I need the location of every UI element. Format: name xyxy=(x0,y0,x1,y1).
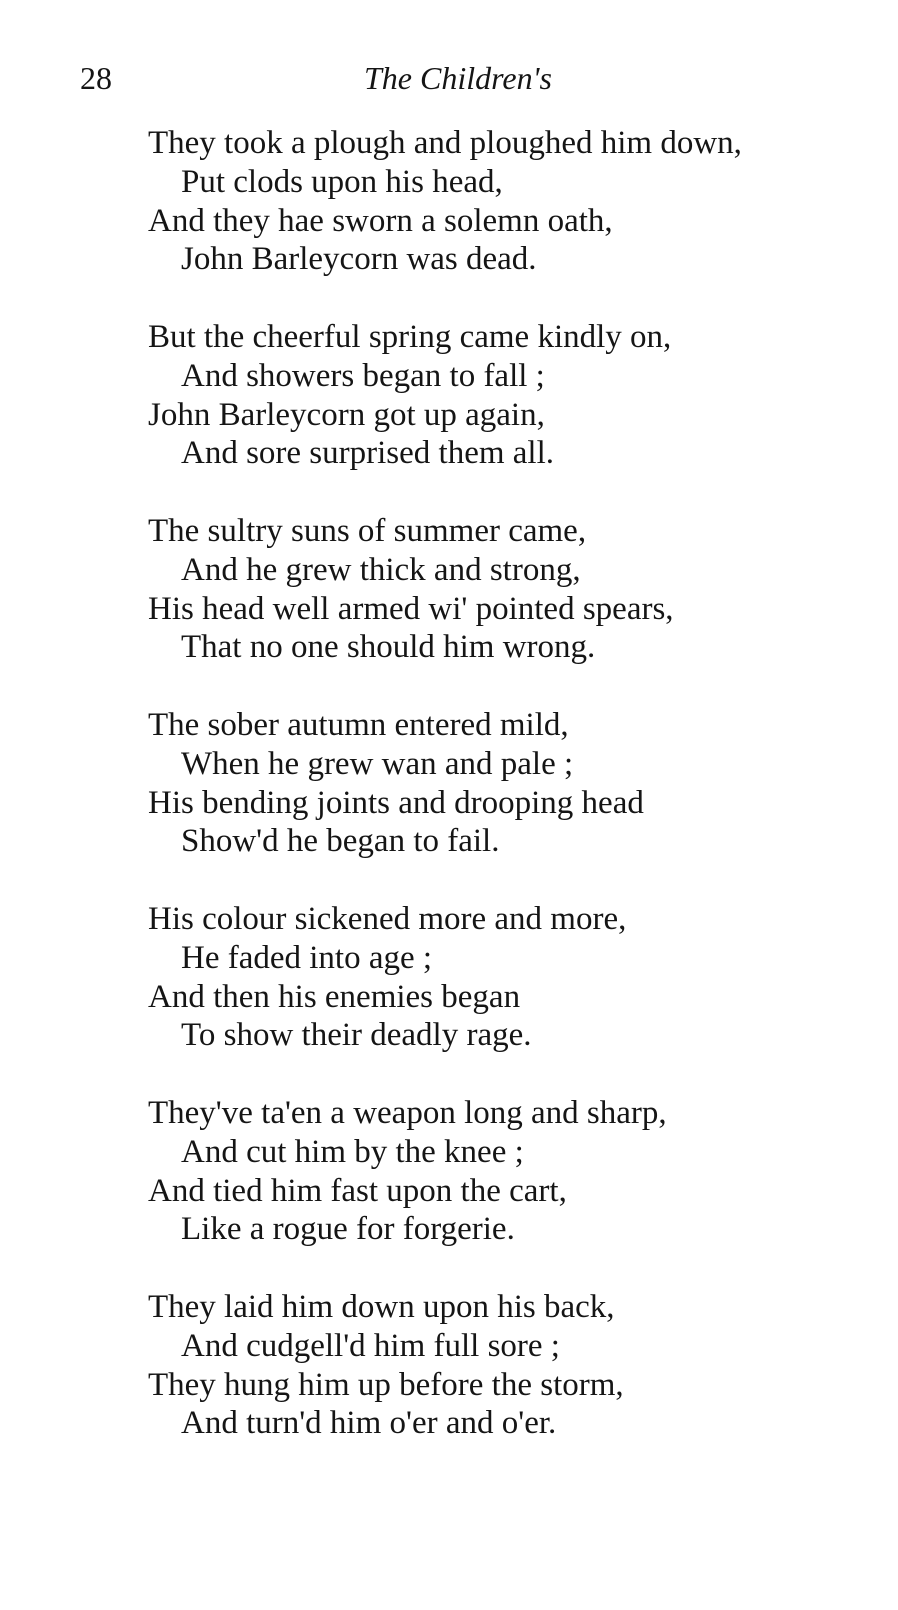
poem-line: His head well armed wi' pointed spears, xyxy=(148,590,674,627)
poem-line: His bending joints and drooping head xyxy=(148,784,644,821)
poem-line: And they hae sworn a solemn oath, xyxy=(148,202,613,239)
poem-line: They've ta'en a weapon long and sharp, xyxy=(148,1095,667,1131)
poem-line: John Barleycorn was dead. xyxy=(181,241,537,278)
poem xyxy=(148,124,868,1482)
poem-line: They took a plough and ploughed him down, xyxy=(148,125,742,161)
poem-line: They laid him down upon his back, xyxy=(148,1289,615,1325)
poem-line: He faded into age ; xyxy=(181,939,433,976)
stanza xyxy=(148,512,868,706)
stanza xyxy=(148,124,868,318)
poem-line: And then his enemies began xyxy=(148,978,521,1015)
poem-line: And cudgell'd him full sore ; xyxy=(181,1327,560,1364)
stanza xyxy=(148,706,868,900)
poem-line: Put clods upon his head, xyxy=(181,163,503,200)
poem-line: And sore surprised them all. xyxy=(181,435,555,472)
poem-line: And cut him by the knee ; xyxy=(181,1133,524,1170)
poem-line: And he grew thick and strong, xyxy=(181,551,581,588)
poem-line: When he grew wan and pale ; xyxy=(181,745,574,782)
stanza xyxy=(148,1288,868,1482)
stanza xyxy=(148,318,868,512)
page-number: 28 xyxy=(80,60,112,96)
poem-line: But the cheerful spring came kindly on, xyxy=(148,319,672,355)
poem-line: And tied him fast upon the cart, xyxy=(148,1172,567,1209)
stanza xyxy=(148,900,868,1094)
poem-line: And turn'd him o'er and o'er. xyxy=(181,1405,557,1442)
poem-line: Like a rogue for forgerie. xyxy=(181,1211,515,1248)
poem-line: The sultry suns of summer came, xyxy=(148,513,587,549)
poem-line: John Barleycorn got up again, xyxy=(148,396,545,433)
poem-line: To show their deadly rage. xyxy=(181,1017,532,1054)
running-title: The Children's xyxy=(364,60,552,96)
poem-line: They hung him up before the storm, xyxy=(148,1366,624,1403)
poem-line: And showers began to fall ; xyxy=(181,357,545,394)
poem-line: That no one should him wrong. xyxy=(181,629,596,666)
stanza xyxy=(148,1094,868,1288)
poem-line: His colour sickened more and more, xyxy=(148,901,627,937)
poem-line: Show'd he began to fail. xyxy=(181,823,500,860)
poem-line: The sober autumn entered mild, xyxy=(148,707,569,743)
